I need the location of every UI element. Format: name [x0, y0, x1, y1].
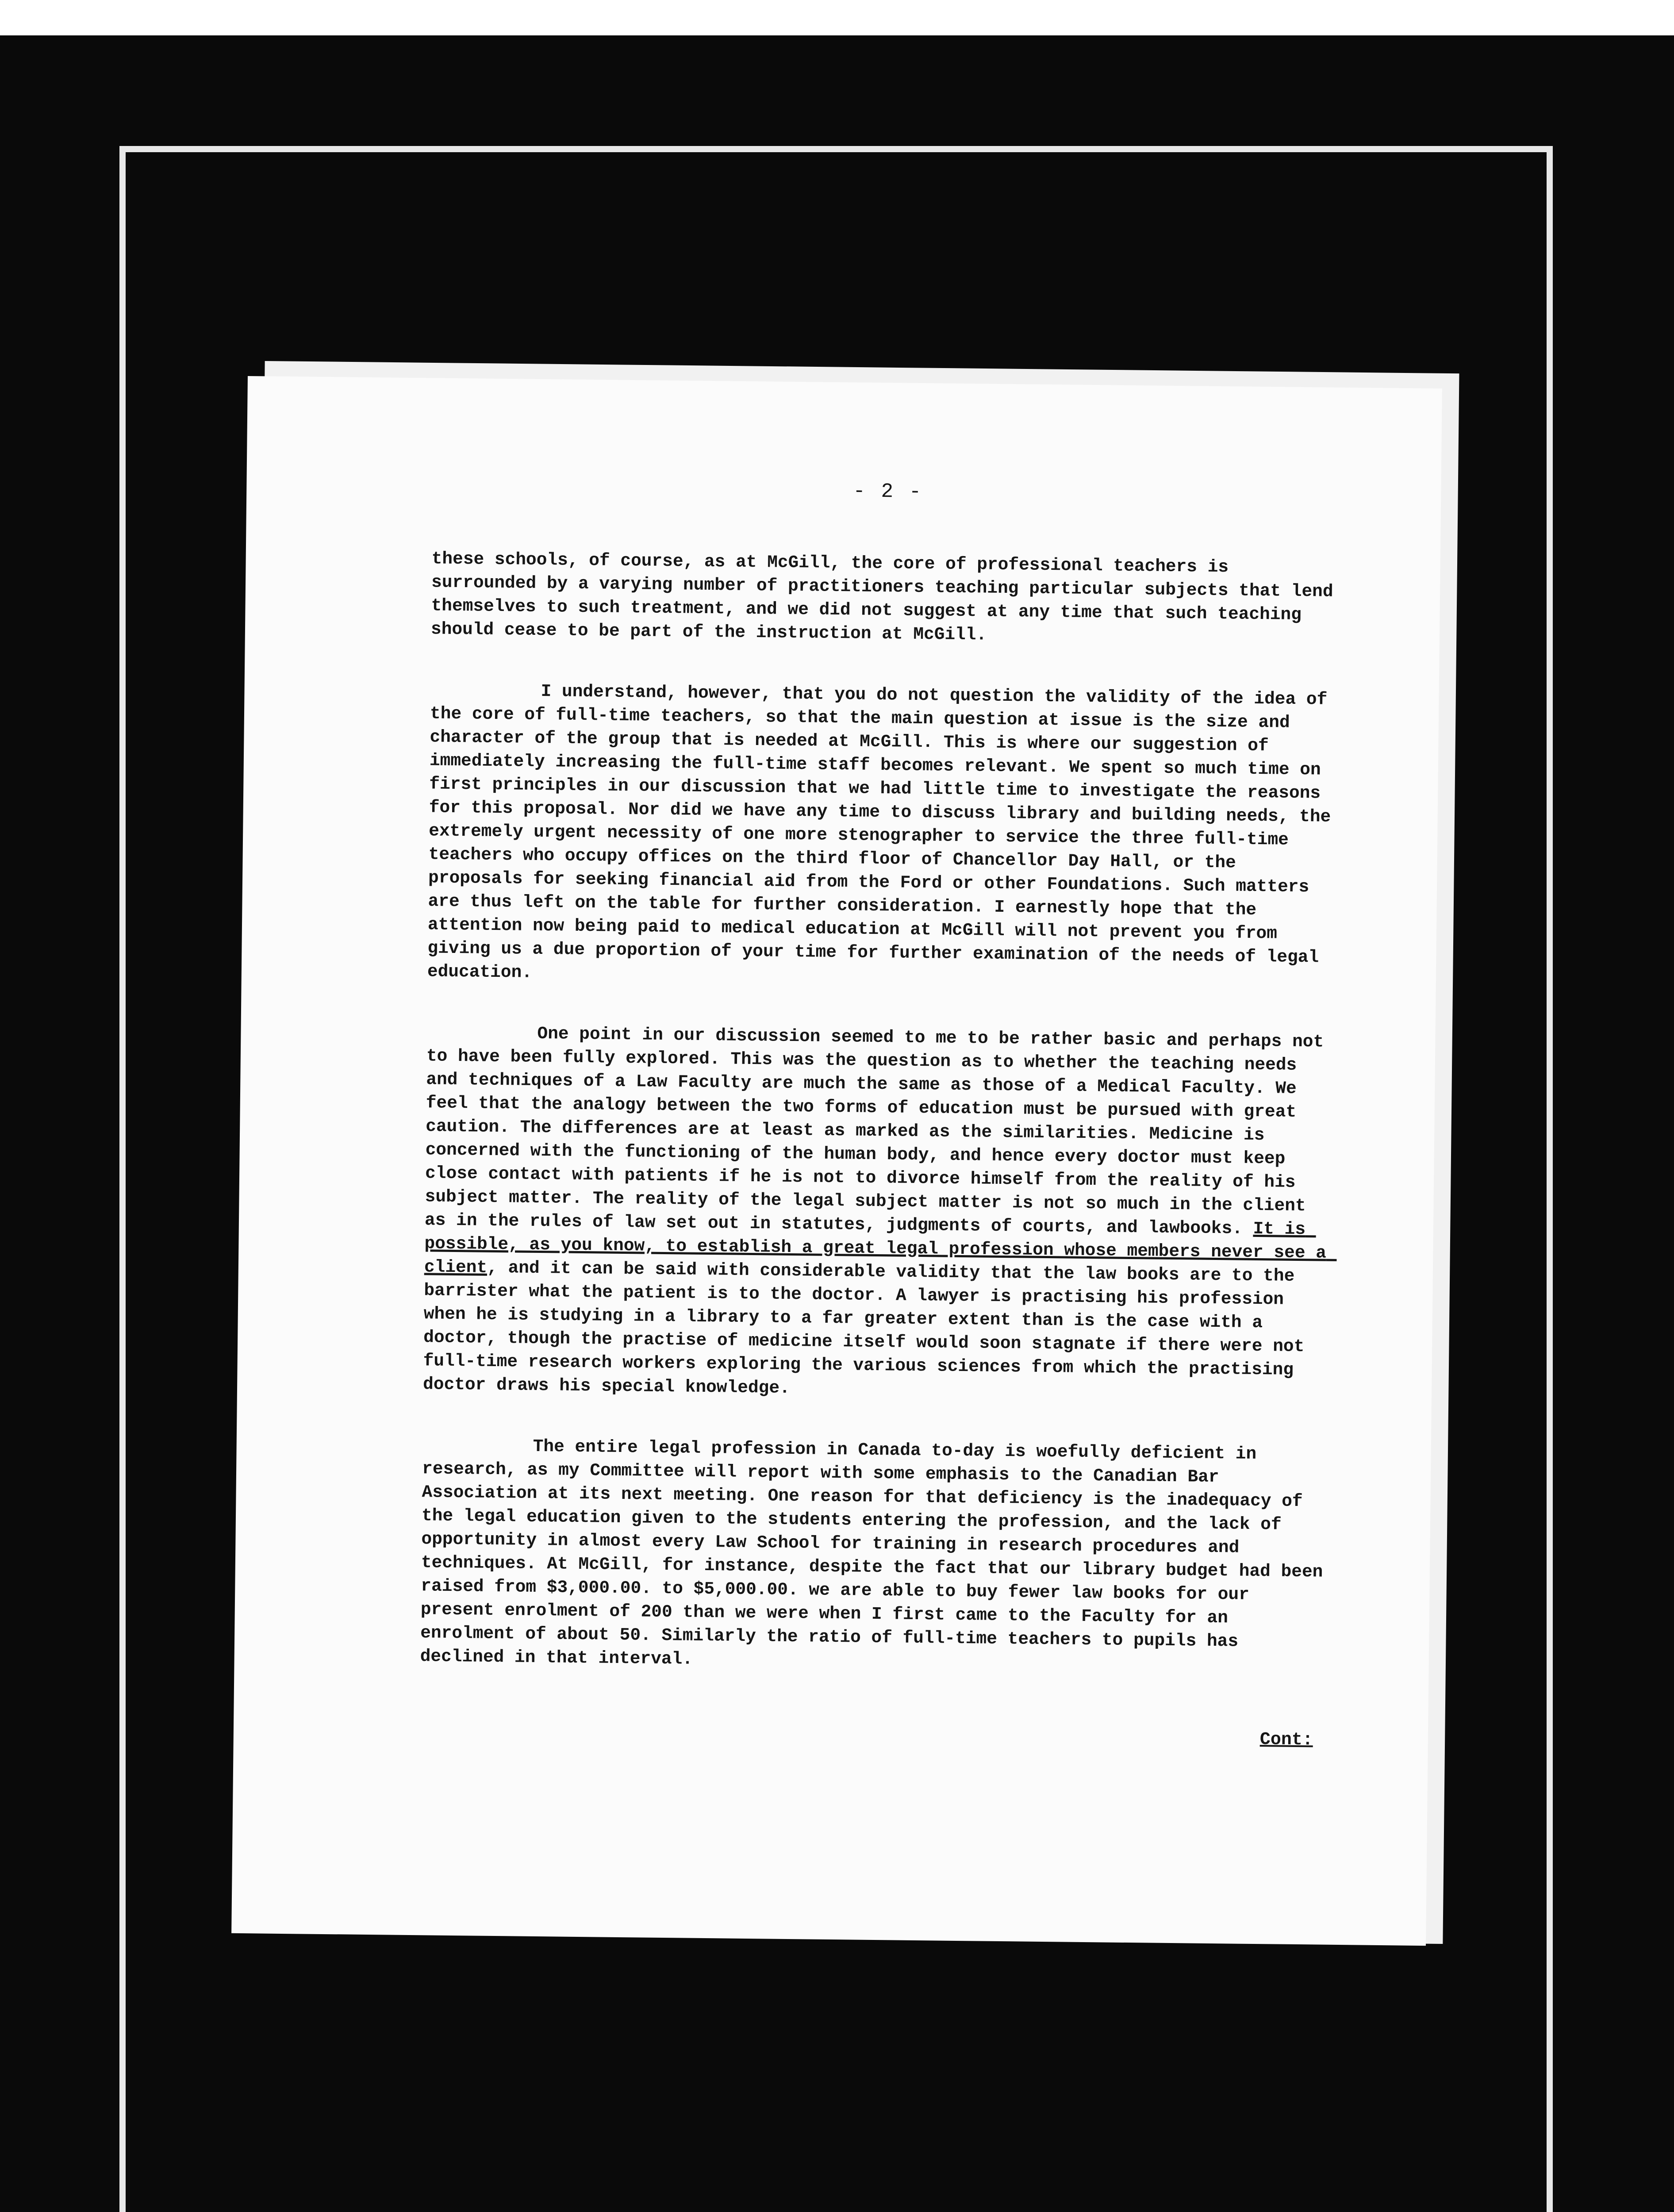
- paragraph-3-before: One point in our discussion seemed to me to be rather basic and perhaps not to have been fully explored. This was the question as to whether the teaching needs and techniques of a Law Faculty are much the same as those of a Medical Faculty. We feel that the analogy between the two forms of education must be pursued with great caution. The differences are at least as marked as the similarities. Medicine is concerned with the functioning of the human body, and hence every doctor must keep close contact with patients if he is not to divorce himself from the reality of his subject matter. The reality of the legal subject matter is not so much in the client as in the rules of law set out in statutes, judgments of courts, and lawbooks.: [424, 1023, 1335, 1239]
- paragraph-1: these schools, of course, as at McGill, the core of professional teachers is surrounded by a varying number of practitioners teaching particular subjects that lend themselves to such treatment, and we did not suggest at any time that such teaching should cease to be part of the instruction at McGill.: [430, 549, 1344, 645]
- typed-letter-page: [231, 376, 1442, 1946]
- paragraph-4: The entire legal profession in Canada to-day is woefully deficient in research, as my Committee will report with some emphasis to the Canadian Bar Association at its next meeting. One reason for that deficiency is the inadequacy of the legal education given to the students entering the profession, and the lack of opportunity in almost every Law School for training in research procedures and techniques. At McGill, for instance, despite the fact that our library budget had been raised from $3,000.00. to $5,000.00. we are able to buy fewer law books for our present enrolment of 200 than we were when I first came to the Faculty for an enrolment of about 50. Similarly the ratio of full-time teachers to pupils has declined in that interval.: [420, 1436, 1334, 1669]
- paragraph-3-after: , and it can be said with considerable validity that the law books are to the barrister what the patient is to the doctor. A lawyer is practising his profession when he is studying in a library to a far greater extent than is the case with a doctor, though the practise of medicine itself would soon stagnate if there were not full-time research workers exploring the various sciences from which the practising doctor draws his special knowledge.: [422, 1257, 1315, 1398]
- paragraph-3: [423, 1021, 1338, 1406]
- underlined-passage: It is possible, as you know, to establish a great legal profession whose members never see a client: [424, 1218, 1337, 1278]
- page-number: - 2 -: [853, 480, 923, 503]
- paragraph-2: I understand, however, that you do not question the validity of the idea of the core of full-time teachers, so that the main question at issue is the size and character of the group that is needed at McGill. This is where our suggestion of immediately increasing the full-time staff becomes relevant. We spent so much time on first principles in our discussion that we had little time to investigate the reasons for this proposal. Nor did we have any time to discuss library and building needs, the extremely urgent necessity of one more stenographer to service the three full-time teachers who occupy offices on the third floor of Chancellor Day Hall, or the proposals for seeking financial aid from the Ford or other Foundations. Such matters are thus left on the table for further consideration. I earnestly hope that the attention now being paid to medical education at McGill will not prevent you from giving us a due proportion of your time for further examination of the needs of legal education.: [427, 681, 1342, 983]
- continuation-mark: Cont:: [1259, 1730, 1313, 1751]
